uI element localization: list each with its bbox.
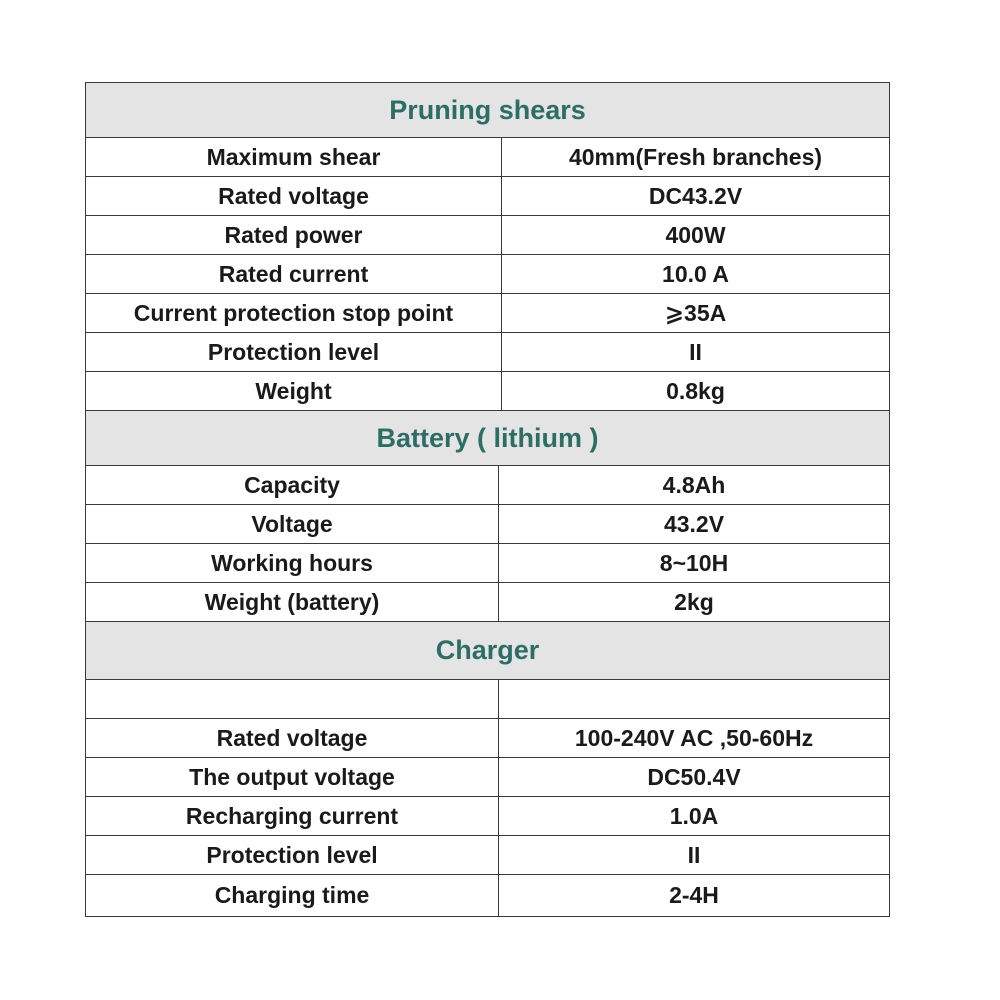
- table-row: [86, 216, 889, 255]
- row-label: Protection level: [86, 836, 499, 874]
- row-label: Recharging current: [86, 797, 499, 835]
- row-value: 400W: [665, 221, 726, 248]
- table-row: [86, 583, 889, 622]
- table-row: [86, 680, 889, 719]
- row-label: The output voltage: [86, 758, 499, 796]
- row-label: Rated voltage: [86, 719, 499, 757]
- row-label: Current protection stop point: [86, 294, 502, 332]
- row-label: [86, 680, 499, 718]
- table-row: [86, 544, 889, 583]
- row-value: DC43.2V: [648, 182, 743, 209]
- row-label: Weight (battery): [86, 583, 499, 621]
- section-header-charger: Charger: [86, 622, 889, 680]
- row-value: 0.8kg: [666, 377, 725, 404]
- row-label: Voltage: [86, 505, 499, 543]
- row-value: 1.0A: [669, 802, 719, 829]
- row-value: II: [687, 841, 701, 868]
- row-label: Capacity: [86, 466, 499, 504]
- table-row: [86, 505, 889, 544]
- row-label: Charging time: [86, 875, 499, 916]
- spec-table: [85, 82, 890, 917]
- row-value: 2kg: [674, 588, 714, 615]
- table-row: [86, 466, 889, 505]
- table-row: [86, 333, 889, 372]
- table-row: [86, 836, 889, 875]
- row-value: 100-240V AC ,50-60Hz: [574, 724, 814, 751]
- table-row: [86, 758, 889, 797]
- section-header-battery: Battery ( lithium ): [86, 411, 889, 466]
- table-row: [86, 138, 889, 177]
- row-label: Maximum shear: [86, 138, 502, 176]
- row-value: 40mm(Fresh branches): [568, 143, 823, 170]
- table-row: [86, 797, 889, 836]
- row-value: ⩾35A: [664, 299, 727, 326]
- table-row: [86, 875, 889, 916]
- row-value: II: [689, 338, 702, 365]
- row-value: DC50.4V: [647, 763, 741, 790]
- table-row: [86, 255, 889, 294]
- row-label: Protection level: [86, 333, 502, 371]
- table-row: [86, 372, 889, 411]
- row-value: 4.8Ah: [662, 471, 726, 498]
- row-label: Rated power: [86, 216, 502, 254]
- row-value: [499, 680, 889, 718]
- table-row: [86, 177, 889, 216]
- row-label: Weight: [86, 372, 502, 410]
- table-row: [86, 294, 889, 333]
- row-value: 10.0 A: [662, 260, 729, 287]
- table-row: [86, 719, 889, 758]
- row-label: Working hours: [86, 544, 499, 582]
- section-header-pruning-shears: Pruning shears: [86, 83, 889, 138]
- row-value: 2-4H: [669, 882, 719, 908]
- row-label: Rated voltage: [86, 177, 502, 215]
- row-label: Rated current: [86, 255, 502, 293]
- row-value: 43.2V: [663, 510, 725, 537]
- row-value: 8~10H: [659, 549, 729, 576]
